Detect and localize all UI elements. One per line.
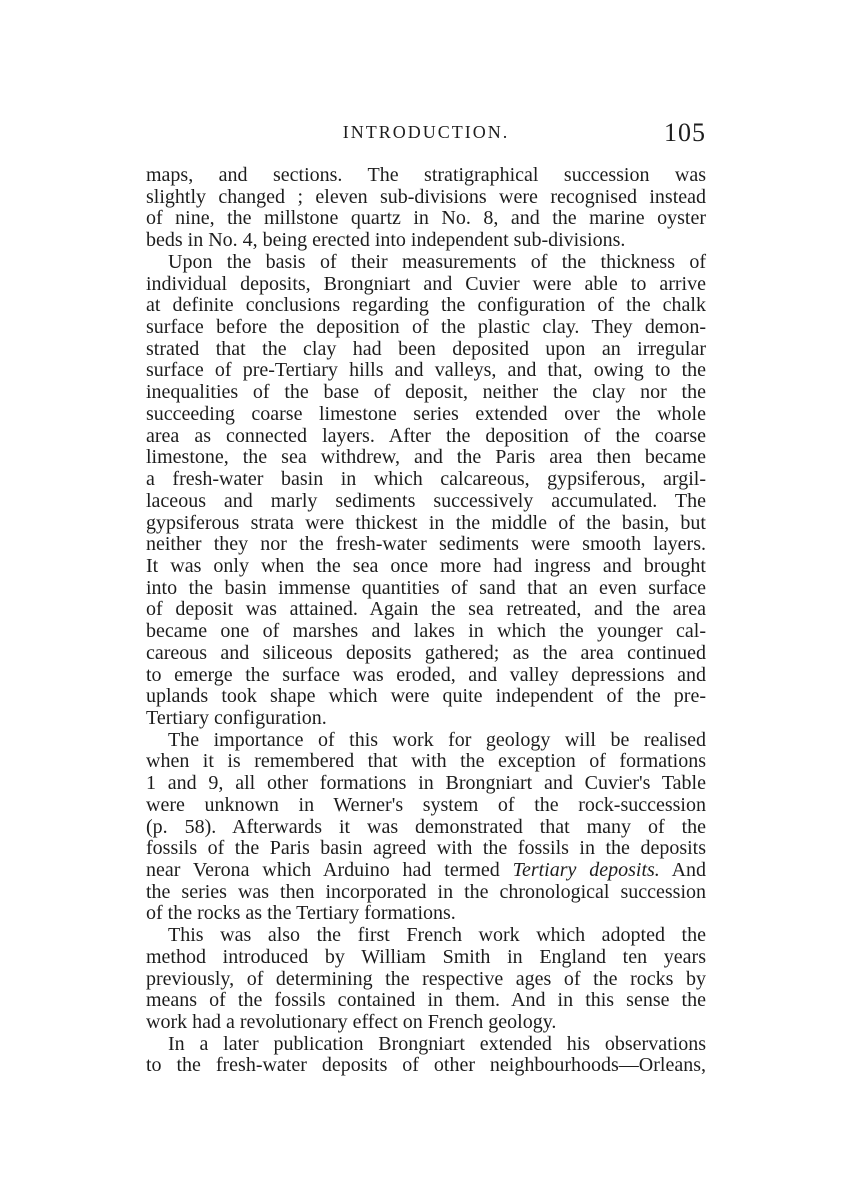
text-line: surface before the deposition of the plastic clay. They demon- bbox=[146, 316, 706, 339]
page-number: 105 bbox=[664, 118, 706, 147]
text-line: area as connected layers. After the deposition of the coarse bbox=[146, 424, 706, 447]
text-line: slightly changed ; eleven sub-divisions were recognised instead bbox=[146, 185, 706, 208]
text-line: were unknown in Werner's system of the rock-succession bbox=[146, 793, 706, 816]
text-line: into the basin immense quantities of sand that an even surface bbox=[146, 576, 706, 599]
text-line: inequalities of the base of deposit, neither the clay nor the bbox=[146, 381, 706, 404]
text-line: to the fresh-water deposits of other neighbourhoods—Orleans, bbox=[146, 1054, 706, 1077]
body-text bbox=[146, 165, 706, 1077]
text-line: at definite conclusions regarding the configuration of the chalk bbox=[146, 294, 706, 317]
text-line: became one of marshes and lakes in which the younger cal- bbox=[146, 620, 706, 643]
text-line: Upon the basis of their measurements of the thickness of bbox=[168, 250, 706, 273]
italic-term: Tertiary deposits. bbox=[512, 859, 660, 881]
text-line: work had a revolutionary effect on French geology. bbox=[146, 1011, 557, 1034]
text-line: (p. 58). Afterwards it was demonstrated that many of the bbox=[146, 815, 706, 838]
running-head bbox=[146, 118, 706, 152]
text-line: It was only when the sea once more had ingress and brought bbox=[146, 554, 706, 577]
text-line: fossils of the Paris basin agreed with the fossils in the deposits bbox=[146, 837, 706, 860]
running-title: INTRODUCTION. bbox=[342, 122, 510, 142]
text-line: beds in No. 4, being erected into independent sub-divisions. bbox=[146, 229, 626, 252]
text-line: of the rocks as the Tertiary formations. bbox=[146, 902, 456, 925]
text-run: near Verona which Arduino had termed bbox=[146, 859, 513, 881]
text-line: gypsiferous strata were thickest in the middle of the basin, but bbox=[146, 511, 706, 534]
text-line: of deposit was attained. Again the sea retreated, and the area bbox=[146, 598, 706, 621]
text-line: strated that the clay had been deposited upon an irregular bbox=[146, 337, 706, 360]
text-line: to emerge the surface was eroded, and valley depressions and bbox=[146, 663, 706, 686]
text-line: Tertiary configuration. bbox=[146, 706, 327, 729]
text-line: the series was then incorporated in the chronological succession bbox=[146, 880, 706, 903]
text-line: when it is remembered that with the exception of formations bbox=[146, 750, 706, 773]
text-line: In a later publication Brongniart extended his observations bbox=[168, 1032, 706, 1055]
text-line: surface of pre-Tertiary hills and valleys, and that, owing to the bbox=[146, 359, 706, 382]
text-line: succeeding coarse limestone series extended over the whole bbox=[146, 402, 706, 425]
text-line: a fresh-water basin in which calcareous, gypsiferous, argil- bbox=[146, 468, 706, 491]
text-line: limestone, the sea withdrew, and the Paris area then became bbox=[146, 446, 706, 469]
text-line: neither they nor the fresh-water sediments were smooth layers. bbox=[146, 533, 706, 556]
text-run: And bbox=[659, 859, 707, 881]
text-line-with-italic bbox=[146, 860, 706, 882]
text-line: previously, of determining the respective ages of the rocks by bbox=[146, 967, 706, 990]
text-line: careous and siliceous deposits gathered; as the area continued bbox=[146, 641, 706, 664]
text-line: individual deposits, Brongniart and Cuvier were able to arrive bbox=[146, 272, 706, 295]
text-line: This was also the first French work which adopted the bbox=[168, 924, 706, 947]
text-line: means of the fossils contained in them. And in this sense the bbox=[146, 989, 706, 1012]
text-line: method introduced by William Smith in England ten years bbox=[146, 945, 706, 968]
text-line: of nine, the millstone quartz in No. 8, and the marine oyster bbox=[146, 207, 706, 230]
text-line: uplands took shape which were quite independent of the pre- bbox=[146, 685, 706, 708]
text-line: laceous and marly sediments successively accumulated. The bbox=[146, 489, 706, 512]
text-line: maps, and sections. The stratigraphical succession was bbox=[146, 164, 706, 186]
text-line: The importance of this work for geology will be realised bbox=[168, 728, 706, 751]
text-line: 1 and 9, all other formations in Brongniart and Cuvier's Table bbox=[146, 772, 706, 795]
